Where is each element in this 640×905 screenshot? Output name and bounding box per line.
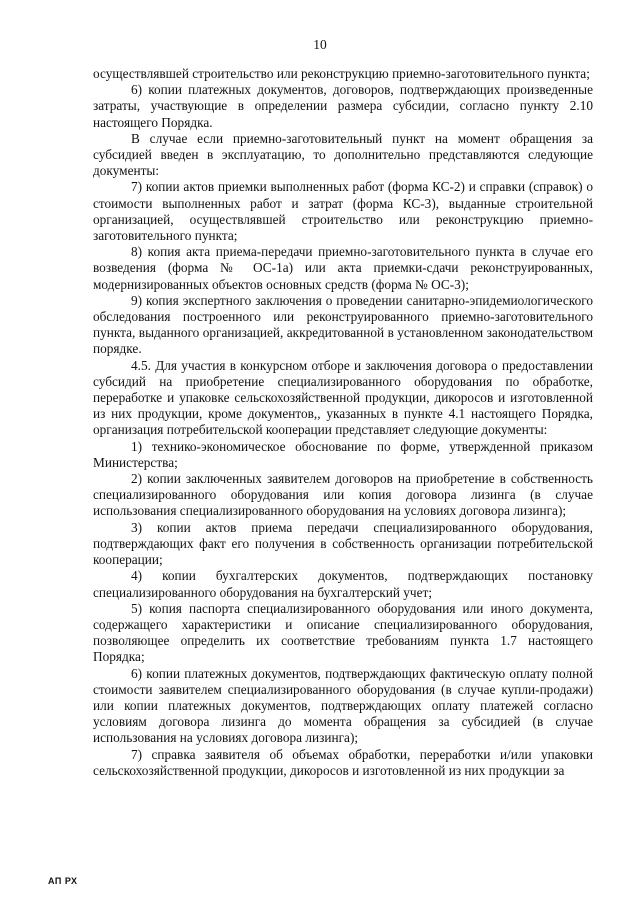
- paragraph: 3) копии актов приема передачи специализированного оборудования, подтверждающих факт его получения в собственность организации потребительской кооперации;: [93, 519, 593, 568]
- paragraph: 9) копия экспертного заключения о проведении санитарно-эпидемиологического обследования построенного или реконструированного приемно-заготовительного пункта, выданного организацией, аккредитованной в установленном законодательством порядке.: [93, 292, 593, 357]
- page-number: 10: [313, 37, 327, 52]
- paragraph: 6) копии платежных документов, договоров, подтверждающих произведенные затраты, участвующие в определении размера субсидии, согласно пункту 2.10 настоящего Порядка.: [93, 82, 593, 130]
- paragraph: осуществлявшей строительство или реконструкцию приемно-заготовительного пункта;: [93, 66, 590, 81]
- paragraph: 8) копия акта приема-передачи приемно-заготовительного пункта в случае его возведения (форма № ОС-1а) или акта приемки-сдачи реконструированных, модернизированных объектов основных средств (форма № ОС-3);: [93, 244, 593, 292]
- footer-mark: АП РХ: [48, 876, 78, 886]
- paragraph: 4.5. Для участия в конкурсном отборе и заключения договора о предоставлении субсидий на приобретение специализированного оборудования по обработке, переработке и упаковке сельскохозяйственной продукции, дикоросов и изготовленной из них продукции, кроме документов,, указанных в пункте 4.1 настоящего Порядка, организация потребительской кооперации представляет следующие документы:: [93, 357, 593, 438]
- paragraph: 7) копии актов приемки выполненных работ (форма КС-2) и справки (справок) о стоимости выполненных работ и затрат (форма КС-3), выданные строительной организацией, осуществлявшей строительство или реконструкцию приемно-заготовительного пункта;: [93, 179, 593, 244]
- paragraph: 2) копии заключенных заявителем договоров на приобретение в собственность специализированного оборудования или копия договора лизинга (в случае использования специализированного оборудования на условиях договора лизинга);: [93, 471, 593, 519]
- paragraph: 6) копии платежных документов, подтверждающих фактическую оплату полной стоимости заявителем специализированного оборудования (в случае купли-продажи) или копии платежных документов, подтверждающих оплату платежей согласно условиям договора лизинга до момента обращения за субсидией (в случае использования на условиях договора лизинга);: [93, 665, 593, 746]
- document-body: [93, 66, 593, 779]
- paragraph: 4) копии бухгалтерских документов, подтверждающих постановку специализированного оборудования на бухгалтерский учет;: [93, 568, 593, 600]
- paragraph: 5) копия паспорта специализированного оборудования или иного документа, содержащего характеристики и описание специализированного оборудования, позволяющее определить их соответствие требованиям пункта 1.7 настоящего Порядка;: [93, 600, 593, 665]
- paragraph: 7) справка заявителя об объемах обработки, переработки и/или упаковки сельскохозяйственной продукции, дикоросов и изготовленной из них продукции за: [93, 746, 593, 778]
- paragraph: В случае если приемно-заготовительный пункт на момент обращения за субсидией введен в эксплуатацию, то дополнительно представляются следующие документы:: [93, 130, 593, 179]
- paragraph: 1) технико-экономическое обоснование по форме, утвержденной приказом Министерства;: [93, 438, 593, 470]
